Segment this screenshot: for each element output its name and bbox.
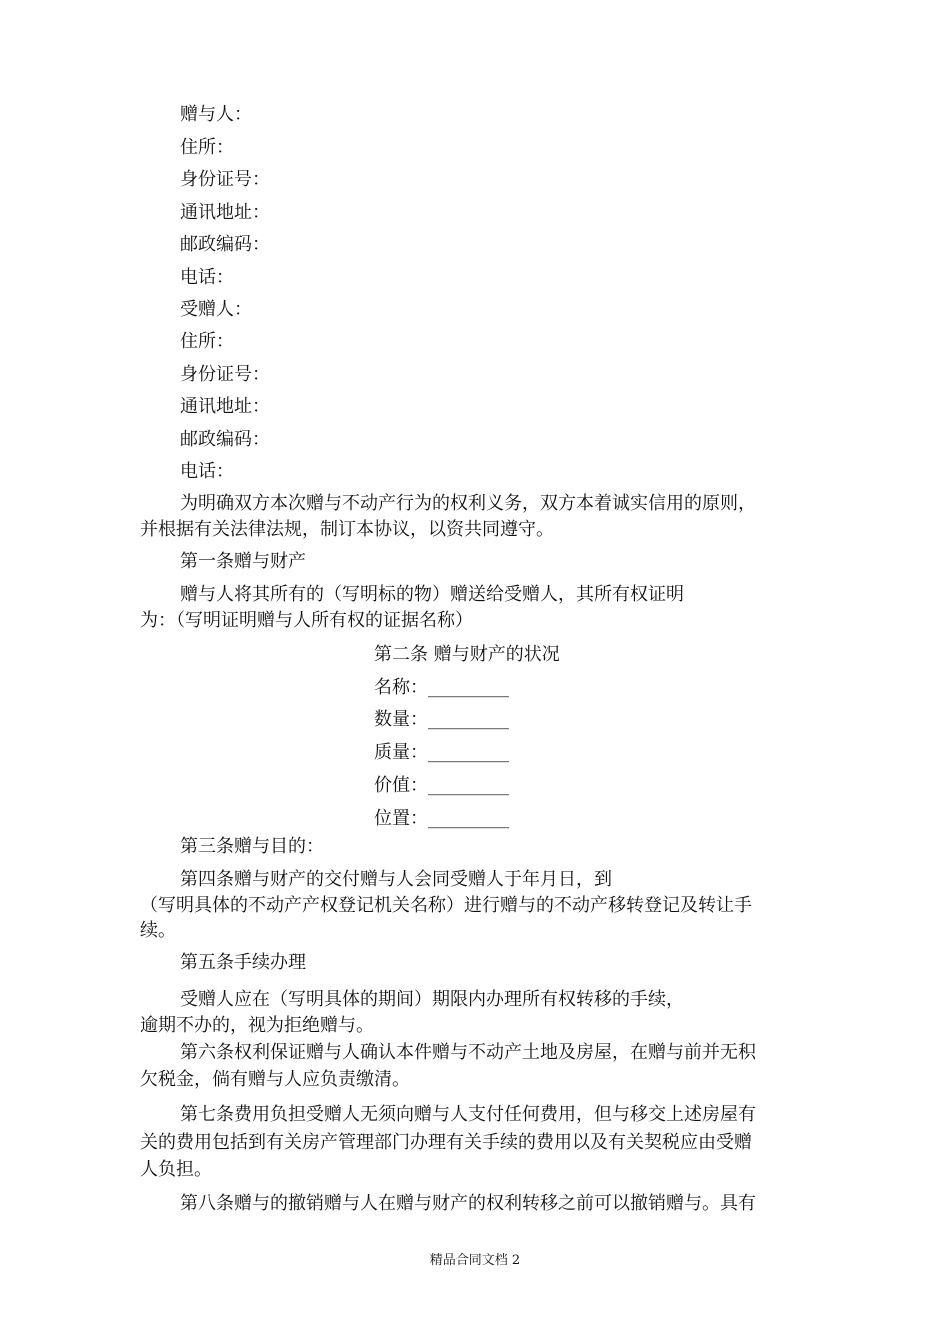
field-label: 数量： xyxy=(374,709,428,730)
donor-address-label: 通讯地址： xyxy=(180,202,270,223)
article-2-field-value xyxy=(374,775,509,797)
donor-postcode-label: 邮政编码： xyxy=(180,234,270,255)
article-2-field-location xyxy=(374,808,509,830)
donor-phone-label: 电话： xyxy=(180,267,234,288)
article-6-line-1: 第六条权利保证赠与人确认本件赠与不动产土地及房屋，在赠与前并无积 xyxy=(180,1042,756,1063)
recipient-id-label: 身份证号： xyxy=(180,364,270,385)
article-7-line-2: 关的费用包括到有关房产管理部门办理有关手续的费用以及有关契税应由受赠 xyxy=(140,1132,752,1153)
article-2-field-quality xyxy=(374,742,509,764)
article-7-line-1: 第七条费用负担受赠人无须向赠与人支付任何费用，但与移交上述房屋有 xyxy=(180,1104,756,1125)
fill-blank: _________ xyxy=(428,709,509,730)
article-2-title: 第二条 赠与财产的状况 xyxy=(374,644,560,665)
field-label: 价值： xyxy=(374,775,428,796)
recipient-address-label: 通讯地址： xyxy=(180,396,270,417)
recipient-phone-label: 电话： xyxy=(180,461,234,482)
donor-id-label: 身份证号： xyxy=(180,169,270,190)
fill-blank: _________ xyxy=(428,677,509,698)
field-label: 位置： xyxy=(374,808,428,829)
article-1-title: 第一条赠与财产 xyxy=(180,551,306,572)
article-3-title: 第三条赠与目的： xyxy=(180,836,324,857)
donor-name-label: 赠与人： xyxy=(180,104,252,125)
article-2-field-quantity xyxy=(374,709,509,731)
recipient-name-label: 受赠人： xyxy=(180,299,252,320)
article-6-line-2: 欠税金，倘有赠与人应负责缴清。 xyxy=(140,1069,410,1090)
fill-blank: _________ xyxy=(428,808,509,829)
donor-residence-label: 住所： xyxy=(180,137,234,158)
page-footer: 精品合同文档 2 xyxy=(429,1253,521,1268)
preamble-line-2: 并根据有关法律法规，制订本协议，以资共同遵守。 xyxy=(140,519,554,540)
article-5-title: 第五条手续办理 xyxy=(180,952,306,973)
article-5-line-2: 逾期不办的，视为拒绝赠与。 xyxy=(140,1015,374,1036)
fill-blank: _________ xyxy=(428,742,509,763)
preamble-line-1: 为明确双方本次赠与不动产行为的权利义务，双方本着诚实信用的原则， xyxy=(180,493,756,514)
article-4-line-2: （写明具体的不动产产权登记机关名称）进行赠与的不动产移转登记及转让手 xyxy=(140,895,752,916)
article-7-line-3: 人负担。 xyxy=(140,1159,212,1180)
recipient-postcode-label: 邮政编码： xyxy=(180,429,270,450)
field-label: 名称： xyxy=(374,677,428,698)
article-8-line-1: 第八条赠与的撤销赠与人在赠与财产的权利转移之前可以撤销赠与。具有 xyxy=(180,1193,756,1214)
article-4-line-3: 续。 xyxy=(140,920,176,941)
article-1-line-1: 赠与人将其所有的（写明标的物）赠送给受赠人，其所有权证明 xyxy=(180,584,684,605)
recipient-residence-label: 住所： xyxy=(180,331,234,352)
field-label: 质量： xyxy=(374,742,428,763)
article-4-line-1: 第四条赠与财产的交付赠与人会同受赠人于年月日，到 xyxy=(180,869,612,890)
fill-blank: _________ xyxy=(428,775,509,796)
article-2-field-name xyxy=(374,677,509,699)
article-1-line-2: 为：（写明证明赠与人所有权的证据名称） xyxy=(140,610,473,631)
article-5-line-1: 受赠人应在（写明具体的期间）期限内办理所有权转移的手续， xyxy=(180,989,684,1010)
